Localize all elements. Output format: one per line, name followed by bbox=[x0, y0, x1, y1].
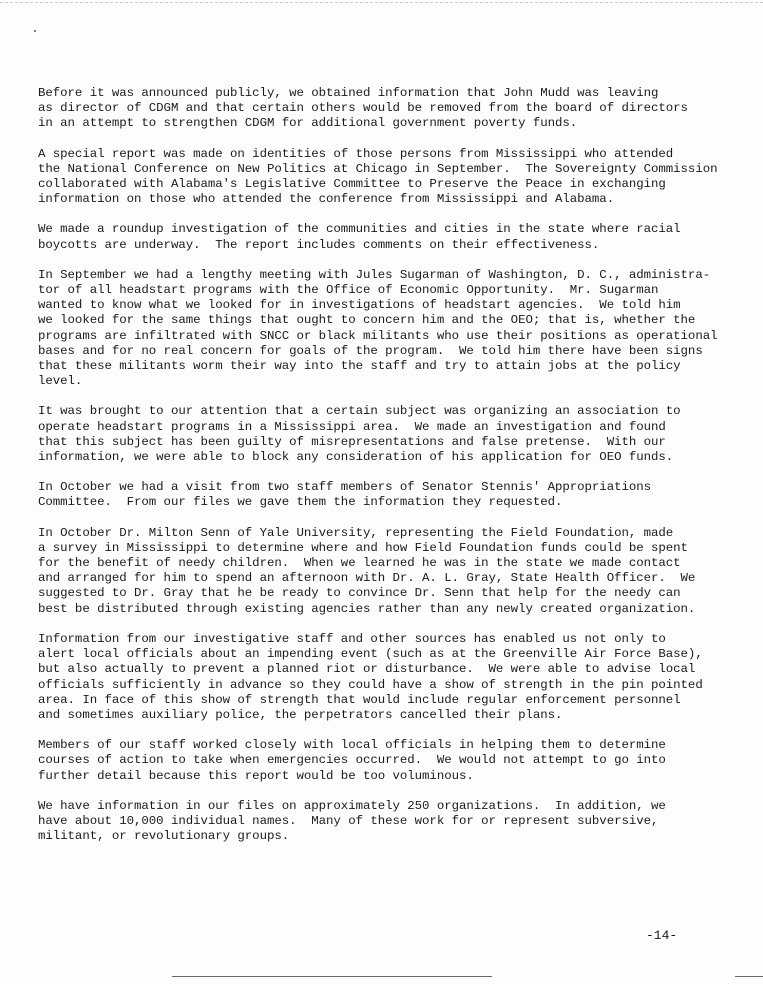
paragraph-organizations-files: We have information in our files on approximately 250 organizations. In addition, we have about 10,000 individual names. Many of these work for or represent subversive, militant, or revolutionary groups. bbox=[38, 798, 666, 844]
paragraph-racial-boycotts: We made a roundup investigation of the communities and cities in the state where racial boycotts are underway. The report includes comments on their effectiveness. bbox=[38, 222, 681, 252]
bottom-edge-rule-right bbox=[735, 976, 763, 977]
paragraph-sugarman-meeting: In September we had a lengthy meeting with Jules Sugarman of Washington, D. C., administra- tor of all headstart programs with the Office of Economic Opportunity. Mr. Sugarman wanted to know what we looked for in investigations of headstart agencies. We told him we looked for the same things that ought to concern him and the OEO; that is, whether the programs are infiltrated with SNCC or black militants who use their positions as operational bases and for no real concern for goals of the program. We told him there have been signs that these militants worm their way into the staff and try to attain jobs at the policy level. bbox=[38, 267, 718, 389]
paragraph-cdgm-director: Before it was announced publicly, we obtained information that John Mudd was leaving as director of CDGM and that certain others would be removed from the board of directors in an attempt to strengthen CDGM for additional government poverty funds. bbox=[38, 86, 688, 131]
paragraph-headstart-association: It was brought to our attention that a certain subject was organizing an association to operate headstart programs in a Mississippi area. We made an investigation and found that this subject has been guilty of misrepresentations and false pretense. With our information, we were able to block any consideration of his application for OEO funds. bbox=[38, 404, 681, 465]
paragraph-investigative-staff: Information from our investigative staff and other sources has enabled us not only to alert local officials about an impending event (such as at the Greenville Air Force Base), but also actually to prevent a planned riot or disturbance. We were able to advise local officials sufficiently in advance so they could have a show of strength in the pin pointed area. In face of this show of strength that would include regular enforcement personnel and sometimes auxiliary police, the perpetrators cancelled their plans. bbox=[38, 631, 703, 722]
paragraph-new-politics-conference: A special report was made on identities of those persons from Mississippi who attended the National Conference on New Politics at Chicago in September. The Sovereignty Commission collaborated with Alabama's Legislative Committee to Preserve the Peace in exchanging information on those who attended the conference from Mississippi and Alabama. bbox=[38, 146, 718, 207]
top-edge-rule bbox=[0, 2, 763, 3]
report-body bbox=[38, 86, 743, 844]
page-number: -14- bbox=[646, 928, 678, 943]
bottom-edge-rule bbox=[172, 976, 492, 977]
paragraph-senn-survey: In October Dr. Milton Senn of Yale University, representing the Field Foundation, made a survey in Mississippi to determine where and how Field Foundation funds could be spent for the benefit of needy children. When we learned he was in the state we made contact and arranged for him to spend an afternoon with Dr. A. L. Gray, State Health Officer. We suggested to Dr. Gray that he be ready to convince Dr. Senn that help for the needy can best be distributed through existing agencies rather than any newly created organization. bbox=[38, 525, 696, 616]
paragraph-local-officials: Members of our staff worked closely with local officials in helping them to determine courses of action to take when emergencies occurred. We would not attempt to go into further detail because this report would be too voluminous. bbox=[38, 738, 666, 783]
scan-speck bbox=[34, 30, 36, 32]
paragraph-stennis-committee: In October we had a visit from two staff members of Senator Stennis' Appropriations Committee. From our files we gave them the information they requested. bbox=[38, 480, 652, 510]
